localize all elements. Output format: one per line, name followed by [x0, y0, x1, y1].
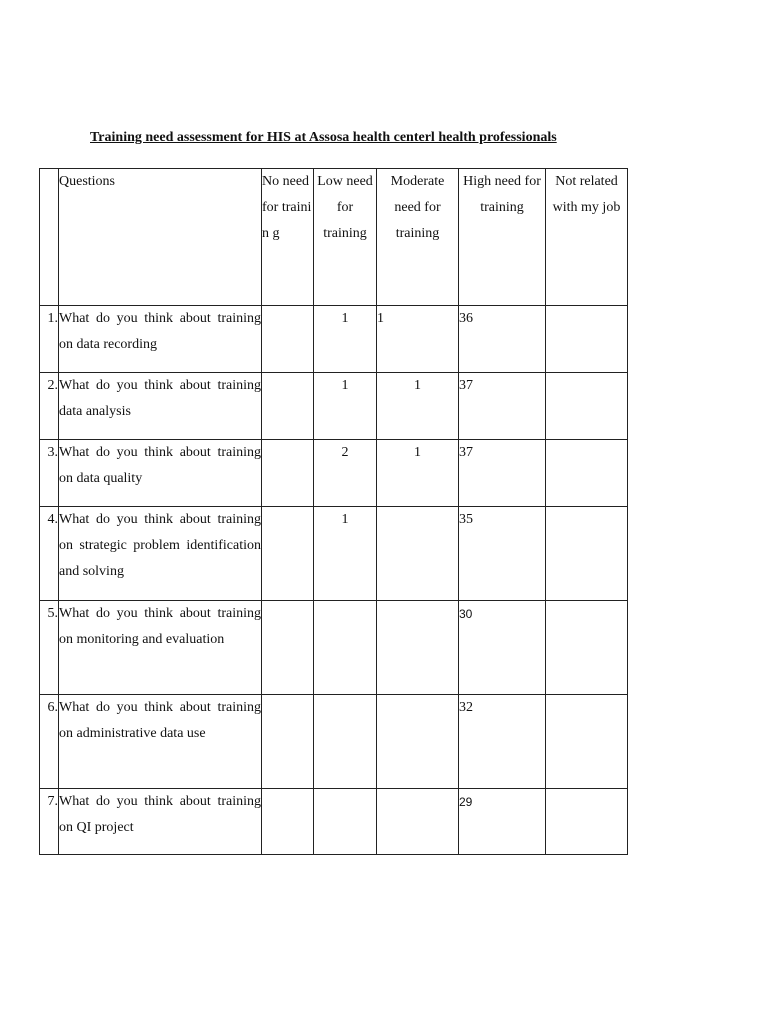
row-high-need: 35 [459, 507, 546, 601]
row-question: What do you think about training on QI project [59, 789, 262, 855]
row-no-need [262, 695, 314, 789]
row-not-related [546, 507, 628, 601]
row-no-need [262, 373, 314, 440]
header-low-need: Low need for training [314, 169, 377, 306]
row-high-need: 29 [459, 789, 546, 855]
table-row [40, 373, 628, 440]
table-row [40, 507, 628, 601]
header-questions: Questions [59, 169, 262, 306]
row-number: 2. [40, 373, 59, 440]
header-high-need: High need for training [459, 169, 546, 306]
row-number: 6. [40, 695, 59, 789]
row-not-related [546, 789, 628, 855]
table-row [40, 695, 628, 789]
row-question: What do you think about training on data recording [59, 306, 262, 373]
row-not-related [546, 695, 628, 789]
header-not-related: Not related with my job [546, 169, 628, 306]
row-high-need: 36 [459, 306, 546, 373]
row-not-related [546, 373, 628, 440]
row-moderate-need: 1 [377, 373, 459, 440]
row-moderate-need [377, 789, 459, 855]
row-number: 1. [40, 306, 59, 373]
table-row [40, 440, 628, 507]
row-number: 7. [40, 789, 59, 855]
row-question: What do you think about training on monitoring and evaluation [59, 601, 262, 695]
header-moderate-need: Moderate need for training [377, 169, 459, 306]
row-low-need [314, 601, 377, 695]
row-low-need [314, 789, 377, 855]
row-not-related [546, 601, 628, 695]
table-row [40, 306, 628, 373]
row-low-need [314, 695, 377, 789]
row-no-need [262, 507, 314, 601]
row-not-related [546, 306, 628, 373]
row-no-need [262, 789, 314, 855]
row-moderate-need [377, 695, 459, 789]
row-low-need: 1 [314, 507, 377, 601]
row-not-related [546, 440, 628, 507]
row-moderate-need: 1 [377, 440, 459, 507]
table-row [40, 601, 628, 695]
row-no-need [262, 601, 314, 695]
row-question: What do you think about training on administrative data use [59, 695, 262, 789]
row-no-need [262, 306, 314, 373]
document-title: Training need assessment for HIS at Assosa health centerl health professionals [90, 130, 557, 145]
row-no-need [262, 440, 314, 507]
row-number: 3. [40, 440, 59, 507]
table-row [40, 789, 628, 855]
row-high-need: 32 [459, 695, 546, 789]
row-moderate-need: 1 [377, 306, 459, 373]
row-high-need: 37 [459, 440, 546, 507]
row-number: 4. [40, 507, 59, 601]
row-moderate-need [377, 601, 459, 695]
row-low-need: 1 [314, 306, 377, 373]
row-number: 5. [40, 601, 59, 695]
row-low-need: 1 [314, 373, 377, 440]
header-number-cell [40, 169, 59, 306]
row-question: What do you think about training on strategic problem identification and solving [59, 507, 262, 601]
row-question: What do you think about training on data quality [59, 440, 262, 507]
training-need-table [39, 168, 628, 855]
row-high-need: 37 [459, 373, 546, 440]
header-no-need: No need for trainin g [262, 169, 314, 306]
row-moderate-need [377, 507, 459, 601]
row-question: What do you think about training data analysis [59, 373, 262, 440]
header-row [40, 169, 628, 306]
row-high-need: 30 [459, 601, 546, 695]
row-low-need: 2 [314, 440, 377, 507]
